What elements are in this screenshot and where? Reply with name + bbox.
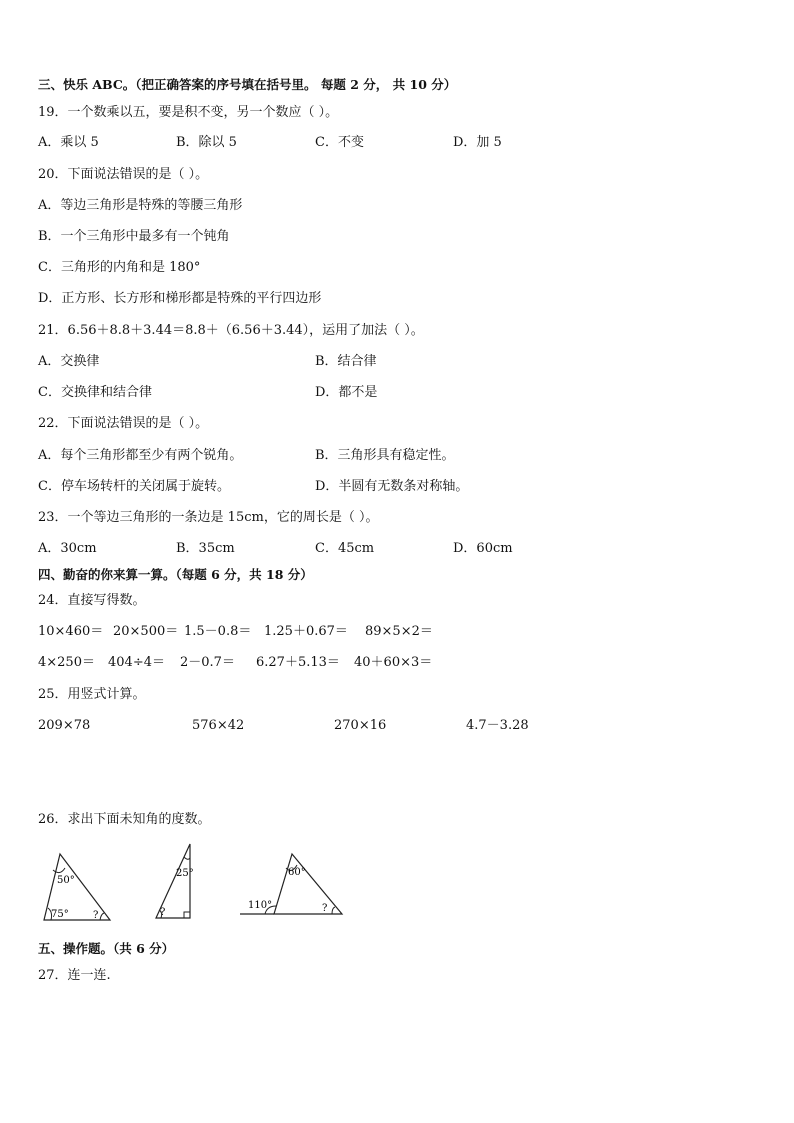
triangle-1-angle-top: 50°: [57, 875, 75, 886]
question-19-stem: 19．一个数乘以五，要是积不变，另一个数应（ ）。: [38, 105, 339, 120]
section-3-heading: 三、快乐 ABC。（把正确答案的序号填在括号里。 每题 2 分， 共 10 分）: [38, 77, 457, 92]
triangle-3-angle-top: 60°: [288, 867, 306, 878]
q22-option-d: D．半圆有无数条对称轴。: [315, 479, 469, 494]
q22-option-a: A．每个三角形都至少有两个锐角。: [38, 448, 243, 463]
q21-option-d: D．都不是: [315, 385, 378, 400]
question-27-stem: 27．连一连.: [38, 968, 111, 983]
q20-option-d: D．正方形、长方形和梯形都是特殊的平行四边形: [38, 291, 322, 306]
q23-option-b: B．35cm: [176, 541, 235, 556]
question-23-stem: 23．一个等边三角形的一条边是 15cm，它的周长是（ ）。: [38, 510, 379, 525]
question-20-stem: 20．下面说法错误的是（ ）。: [38, 167, 209, 182]
q25-item-2: 576×42: [192, 718, 245, 733]
q19-option-a: A．乘以 5: [38, 135, 99, 150]
q24-r1-item-5: 89×5×2＝: [365, 624, 433, 639]
q21-option-b: B．结合律: [315, 354, 377, 369]
section-4-heading: 四、勤奋的你来算一算。（每题 6 分，共 18 分）: [38, 567, 313, 582]
triangle-2-unknown: ?: [160, 907, 166, 918]
triangle-1-figure: [38, 848, 118, 924]
q25-item-1: 209×78: [38, 718, 91, 733]
triangle-3-exterior-angle: 110°: [248, 900, 273, 911]
q19-option-c: C．不变: [315, 135, 364, 150]
triangle-2-figure: [148, 840, 198, 924]
q20-option-b: B．一个三角形中最多有一个钝角: [38, 229, 230, 244]
triangle-1-angle-left: 75°: [51, 909, 69, 920]
q22-option-c: C．停车场转杆的关闭属于旋转。: [38, 479, 230, 494]
q23-option-c: C．45cm: [315, 541, 375, 556]
q23-option-d: D．60cm: [453, 541, 513, 556]
q19-option-d: D．加 5: [453, 135, 502, 150]
q25-item-3: 270×16: [334, 718, 387, 733]
q24-r2-item-5: 40＋60×3＝: [354, 655, 433, 670]
q25-item-4: 4.7－3.28: [466, 718, 529, 733]
section-5-heading: 五、操作题。（共 6 分）: [38, 941, 175, 956]
q20-option-c: C．三角形的内角和是 180°: [38, 260, 201, 275]
q24-r2-item-1: 4×250＝: [38, 655, 95, 670]
question-25-stem: 25．用竖式计算。: [38, 687, 146, 702]
q24-r1-item-1: 10×460＝: [38, 624, 104, 639]
triangle-3-figure: [238, 848, 348, 918]
question-24-stem: 24．直接写得数。: [38, 593, 146, 608]
triangle-3-outline: [274, 854, 342, 914]
q24-r1-item-3: 1.5－0.8＝: [184, 624, 252, 639]
triangle-2-angle-top: 25°: [176, 868, 194, 879]
question-22-stem: 22．下面说法错误的是（ ）。: [38, 416, 209, 431]
question-21-stem: 21．6.56＋8.8＋3.44＝8.8＋（6.56＋3.44），运用了加法（ ）。: [38, 323, 424, 338]
q21-option-c: C．交换律和结合律: [38, 385, 152, 400]
q24-r2-item-2: 404÷4＝: [108, 655, 165, 670]
q19-option-b: B．除以 5: [176, 135, 237, 150]
q21-option-a: A．交换律: [38, 354, 100, 369]
q22-option-b: B．三角形具有稳定性。: [315, 448, 455, 463]
question-26-stem: 26．求出下面未知角的度数。: [38, 812, 211, 827]
q24-r2-item-3: 2－0.7＝: [180, 655, 235, 670]
q20-option-a: A．等边三角形是特殊的等腰三角形: [38, 198, 243, 213]
triangle-3-unknown: ?: [322, 903, 328, 914]
q24-r1-item-2: 20×500＝: [113, 624, 179, 639]
triangle-1-unknown: ?: [93, 910, 99, 921]
q24-r1-item-4: 1.25＋0.67＝: [264, 624, 348, 639]
q23-option-a: A．30cm: [38, 541, 97, 556]
q24-r2-item-4: 6.27＋5.13＝: [256, 655, 340, 670]
